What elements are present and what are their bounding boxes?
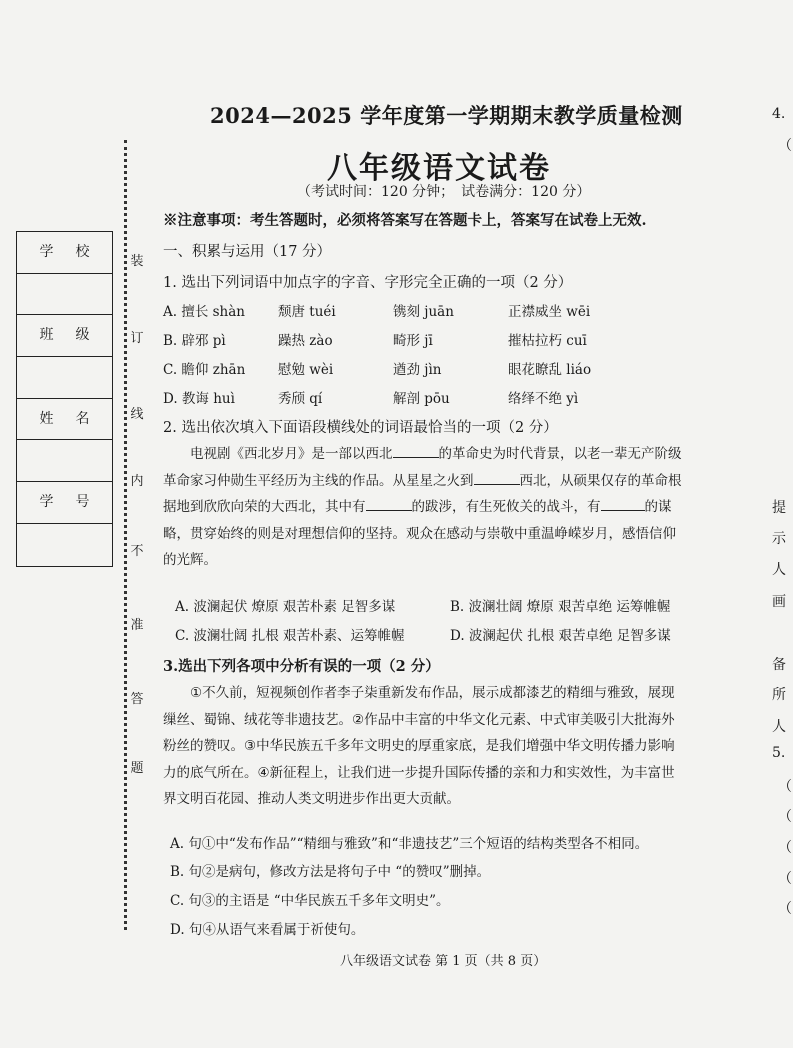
passage-line: 力的底气所在。④新征程上，让我们进一步提升国际传播的亲和力和实效性，为丰富世 bbox=[163, 764, 675, 781]
name-label: 姓名 bbox=[17, 399, 112, 441]
binding-char: 不 bbox=[129, 540, 145, 559]
exam-notice: ※注意事项：考生答题时，必须将答案写在答题卡上，答案写在试卷上无效. bbox=[163, 212, 647, 229]
q1-option-d-2: 秀颀 qí bbox=[278, 391, 323, 407]
q1-option-c-3: 遒劲 jìn bbox=[393, 362, 442, 378]
q1-option-d-1: D. 教诲 huì bbox=[163, 391, 235, 407]
binding-char: 答 bbox=[129, 688, 145, 707]
q1-option-c-2: 慰勉 wèi bbox=[278, 362, 334, 378]
right-edge-text: 人 bbox=[772, 562, 786, 578]
question-3-stem: 3.选出下列各项中分析有误的一项（2 分） bbox=[163, 658, 440, 675]
q1-option-c-1: C. 瞻仰 zhān bbox=[163, 362, 246, 378]
passage-line: 电视剧《西北岁月》是一部以西北 的革命史为时代背景，以老一辈无产阶级 bbox=[163, 441, 723, 468]
right-edge-text: 4. bbox=[772, 106, 786, 122]
q1-option-a-3: 镌刻 juān bbox=[393, 304, 454, 320]
right-edge-text: （ bbox=[778, 138, 792, 154]
right-edge-text: 示 bbox=[772, 531, 786, 547]
q1-option-d-3: 解剖 pōu bbox=[393, 391, 450, 407]
exam-time-info: （考试时间：120 分钟； 试卷满分：120 分） bbox=[297, 184, 591, 200]
q3-option-c: C. 句③的主语是 “中华民族五千多年文明史”。 bbox=[170, 893, 450, 909]
fill-blank bbox=[474, 470, 520, 485]
right-edge-text: 所 bbox=[772, 687, 786, 703]
class-label: 班级 bbox=[17, 315, 112, 357]
right-edge-text: 5. bbox=[772, 745, 786, 761]
binding-dotted-line bbox=[124, 140, 127, 930]
q2-option-ab-1: A. 波澜起伏 燎原 艰苦朴素 足智多谋 bbox=[175, 599, 396, 615]
passage-line: 粉丝的赞叹。③中华民族五千多年文明史的厚重家底，是我们增强中华文明传播力影响 bbox=[163, 738, 675, 754]
q3-option-a: A. 句①中“发布作品”“精细与雅致”和“非遗技艺”三个短语的结构类型各不相同。 bbox=[170, 836, 649, 852]
q1-option-b-3: 畸形 jī bbox=[393, 333, 433, 349]
fill-blank bbox=[601, 496, 645, 511]
q1-option-d-4: 络绎不绝 yì bbox=[508, 391, 579, 407]
right-edge-text: （ bbox=[778, 871, 792, 887]
class-field bbox=[17, 357, 112, 399]
passage-line: 缫丝、蜀锦、绒花等非遗技艺。②作品中丰富的中华文化元素、中式审美吸引大批海外 bbox=[163, 711, 675, 728]
q2-option-cd-1: C. 波澜壮阔 扎根 艰苦朴素、运筹帷幄 bbox=[175, 628, 405, 644]
passage-line: 略，贯穿始终的则是对理想信仰的坚持。观众在感动与崇敬中重温峥嵘岁月，感悟信仰 bbox=[163, 525, 676, 542]
binding-char: 题 bbox=[129, 757, 145, 776]
question-1-stem: 1. 选出下列词语中加点字的字音、字形完全正确的一项（2 分） bbox=[163, 275, 573, 291]
q1-option-b-2: 躁热 zào bbox=[278, 333, 333, 349]
passage-line: ①不久前，短视频创作者李子柒重新发布作品，展示成都漆艺的精细与雅致，展现 bbox=[190, 685, 675, 701]
q1-option-a-1: A. 擅长 shàn bbox=[163, 304, 245, 320]
passage-line: 界文明百花园、推动人类文明进步作出更大贡献。 bbox=[163, 791, 460, 807]
right-edge-text: 提 bbox=[772, 500, 786, 516]
passage-line: 据地到欣欣向荣的大西北，其中有 的跋涉，有生死攸关的战斗，有 的谋 bbox=[163, 494, 723, 521]
right-edge-text: （ bbox=[778, 840, 792, 856]
paper-subtitle: 八年级语文试卷 bbox=[327, 151, 551, 186]
fill-blank bbox=[393, 443, 439, 458]
q3-option-d: D. 句④从语气来看属于祈使句。 bbox=[170, 922, 365, 938]
fill-blank bbox=[366, 496, 412, 511]
q1-option-a-4: 正襟威坐 wēi bbox=[508, 304, 591, 320]
school-label: 学校 bbox=[17, 232, 112, 274]
right-edge-text: （ bbox=[778, 809, 792, 825]
question-2-passage bbox=[163, 441, 723, 574]
name-field bbox=[17, 440, 112, 482]
student-info-table bbox=[16, 231, 113, 567]
student-id-label: 学号 bbox=[17, 482, 112, 524]
q1-option-c-4: 眼花瞭乱 liáo bbox=[508, 362, 592, 378]
school-field bbox=[17, 274, 112, 316]
right-edge-text: （ bbox=[778, 901, 792, 917]
page-footer: 八年级语文试卷 第 1 页（共 8 页） bbox=[340, 954, 547, 969]
exam-title: 2024—2025 学年度第一学期期末教学质量检测 bbox=[210, 103, 683, 128]
question-3-passage bbox=[163, 680, 723, 813]
student-id-field bbox=[17, 524, 112, 566]
passage-line: 的光辉。 bbox=[163, 552, 217, 568]
binding-char: 准 bbox=[129, 614, 145, 633]
q3-option-b: B. 句②是病句，修改方法是将句子中 “的赞叹”删掉。 bbox=[170, 864, 491, 880]
passage-line: 革命家习仲勋生平经历为主线的作品。从星星之火到 西北，从硕果仅存的革命根 bbox=[163, 468, 723, 495]
q2-option-cd-2: D. 波澜起伏 扎根 艰苦卓绝 足智多谋 bbox=[450, 628, 671, 644]
binding-char: 订 bbox=[129, 327, 145, 346]
q1-option-b-4: 摧枯拉朽 cuī bbox=[508, 333, 587, 349]
right-edge-text: 人 bbox=[772, 719, 786, 735]
q1-option-a-2: 颓唐 tuéi bbox=[278, 304, 336, 320]
q1-option-b-1: B. 辟邪 pì bbox=[163, 333, 226, 349]
right-edge-text: 备 bbox=[772, 657, 786, 673]
binding-char: 线 bbox=[129, 403, 145, 422]
binding-char: 内 bbox=[129, 470, 145, 489]
right-edge-text: 画 bbox=[772, 594, 786, 610]
binding-char: 装 bbox=[129, 250, 145, 269]
right-edge-text: （ bbox=[778, 779, 792, 795]
section-title: 一、积累与运用（17 分） bbox=[163, 244, 332, 260]
q2-option-ab-2: B. 波澜壮阔 燎原 艰苦卓绝 运筹帷幄 bbox=[450, 599, 671, 615]
question-2-stem: 2. 选出依次填入下面语段横线处的词语最恰当的一项（2 分） bbox=[163, 420, 558, 436]
